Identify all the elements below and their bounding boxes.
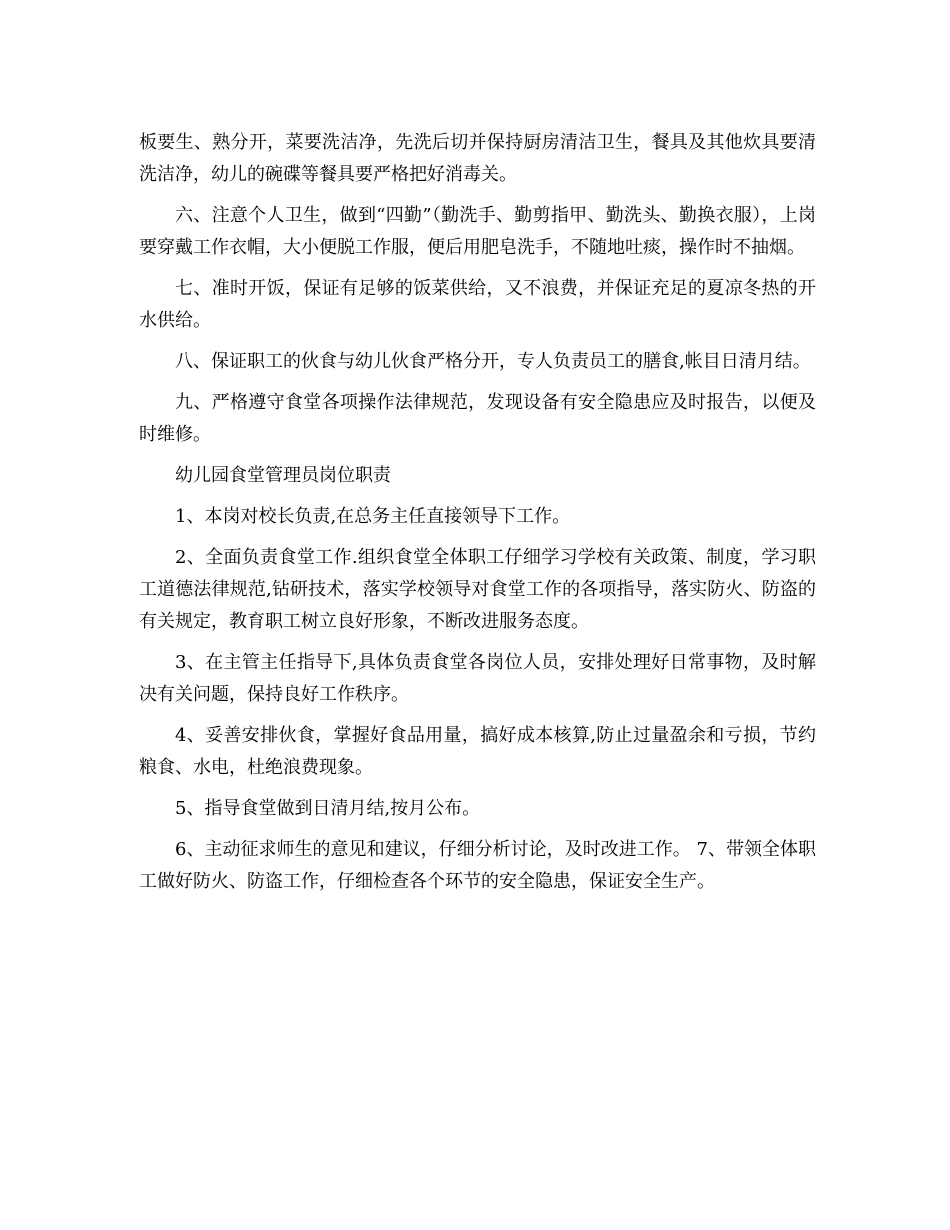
duty-item-2: 2、全面负责食堂工作.组织食堂全体职工仔细学习学校有关政策、制度，学习职工道德法律规范,钻研技术，落实学校领导对食堂工作的各项指导，落实防火、防盗的有关规定，教育职工树立良好形象，不断改进服务态度。 bbox=[139, 547, 816, 632]
section-heading: 幼儿园食堂管理员岗位职责 bbox=[175, 465, 391, 486]
duty-item-1: 1、本岗对校长负责,在总务主任直接领导下工作。 bbox=[175, 506, 571, 527]
paragraph-item-9: 九、严格遵守食堂各项操作法律规范，发现设备有安全隐患应及时报告，以便及时维修。 bbox=[139, 392, 816, 445]
paragraph-item-6: 六、注意个人卫生，做到“四勤”（勤洗手、勤剪指甲、勤洗头、勤换衣服），上岗要穿戴工作衣帽，大小便脱工作服，便后用肥皂洗手，不随地吐痰，操作时不抽烟。 bbox=[139, 205, 816, 258]
document-body bbox=[139, 127, 816, 907]
duty-item-5: 5、指导食堂做到日清月结,按月公布。 bbox=[175, 798, 481, 819]
paragraph-item-7: 七、准时开饭，保证有足够的饭菜供给，又不浪费，并保证充足的夏凉冬热的开水供给。 bbox=[139, 278, 816, 331]
duty-item-6-7: 6、主动征求师生的意见和建议，仔细分析讨论，及时改进工作。 7、带领全体职工做好防火、防盗工作，仔细检查各个环节的安全隐患，保证安全生产。 bbox=[139, 839, 816, 892]
duty-item-4: 4、妥善安排伙食，掌握好食品用量，搞好成本核算,防止过量盈余和亏损，节约粮食、水电，杜绝浪费现象。 bbox=[139, 725, 816, 778]
duty-item-3: 3、在主管主任指导下,具体负责食堂各岗位人员，安排处理好日常事物，及时解决有关问题，保持良好工作秩序。 bbox=[139, 652, 816, 705]
paragraph-item-8: 八、保证职工的伙食与幼儿伙食严格分开，专人负责员工的膳食,帐目日清月结。 bbox=[175, 351, 811, 372]
paragraph-continuation: 板要生、熟分开，菜要洗洁净，先洗后切并保持厨房清洁卫生，餐具及其他炊具要清洗洁净，幼儿的碗碟等餐具要严格把好消毒关。 bbox=[139, 132, 816, 185]
